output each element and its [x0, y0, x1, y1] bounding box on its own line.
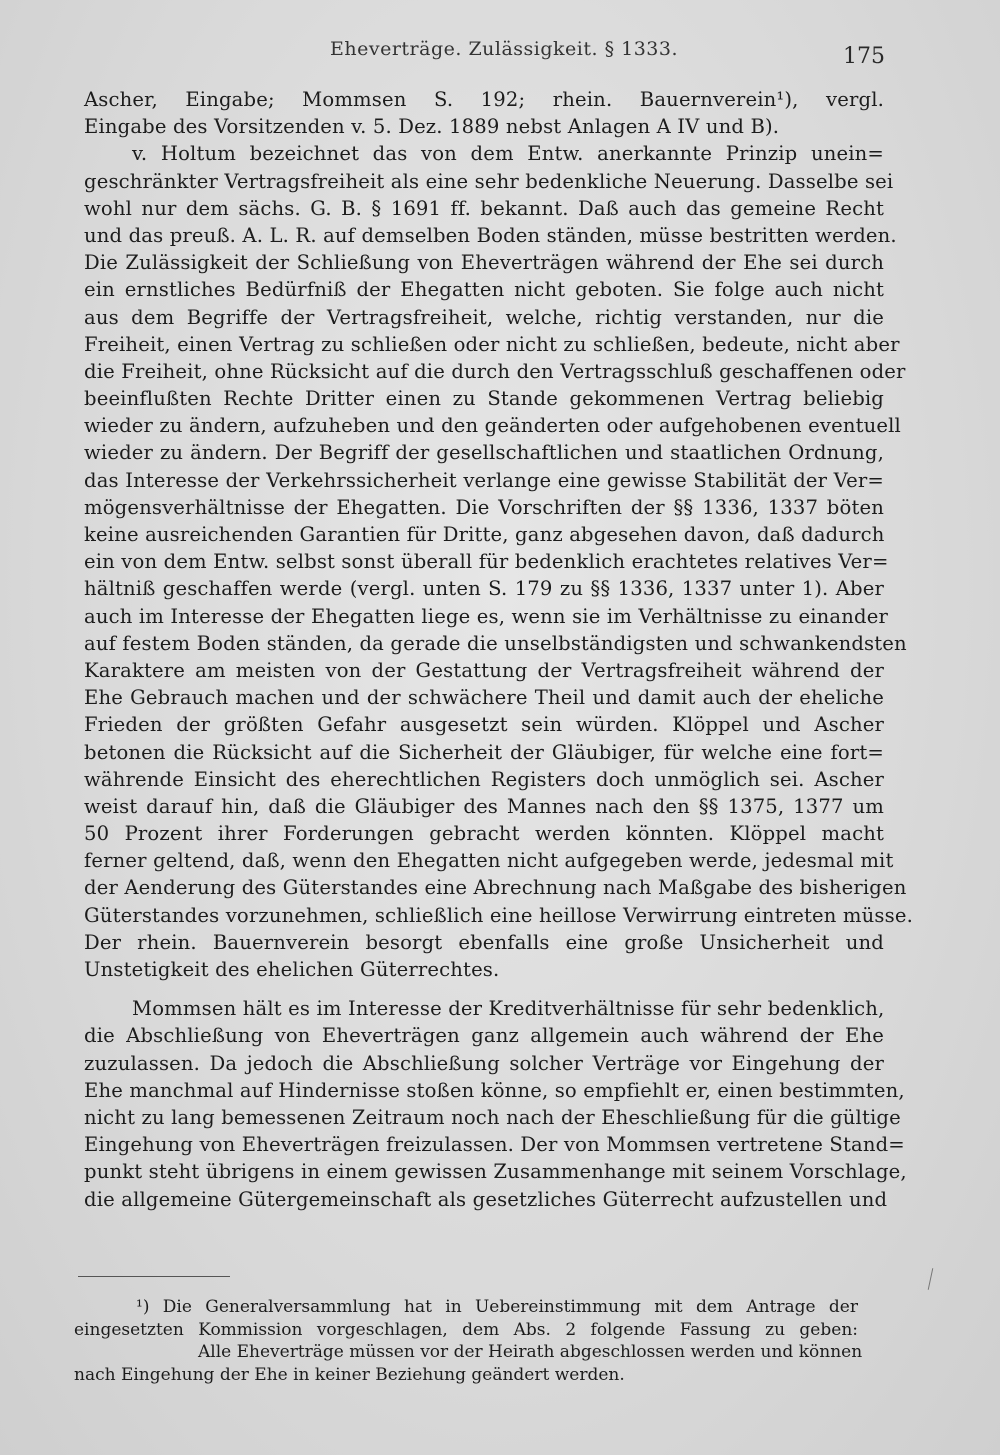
text-line: und das preuß. A. L. R. auf demselben Boden ständen, müsse bestritten werden.: [84, 223, 897, 247]
text-line: ein von dem Entw. selbst sonst überall für bedenklich erachtetes relatives Ver=: [84, 550, 889, 574]
text-line: der Aenderung des Güterstandes eine Abrechnung nach Maßgabe des bisherigen: [84, 876, 907, 900]
text-line: Der rhein. Bauernverein besorgt ebenfalls eine große Unsicherheit und: [84, 930, 884, 954]
text-line: Güterstandes vorzunehmen, schließlich eine heillose Verwirrung eintreten müsse.: [84, 903, 913, 927]
text-line: zuzulassen. Da jedoch die Abschließung solcher Verträge vor Eingehung der: [84, 1051, 884, 1075]
text-line: Freiheit, einen Vertrag zu schließen oder nicht zu schließen, bedeute, nicht aber: [84, 332, 900, 356]
text-line: hältniß geschaffen werde (vergl. unten S. 179 zu §§ 1336, 1337 unter 1). Aber: [84, 577, 884, 601]
text-line: die Freiheit, ohne Rücksicht auf die durch den Vertragsschluß geschaffenen oder: [84, 359, 906, 383]
text-line: Karaktere am meisten von der Gestattung der Vertragsfreiheit während der: [84, 658, 884, 682]
text-line: beeinflußten Rechte Dritter einen zu Stande gekommenen Vertrag beliebig: [84, 387, 884, 411]
text-line: v. Holtum bezeichnet das von dem Entw. anerkannte Prinzip unein=: [132, 142, 884, 166]
text-line: weist darauf hin, daß die Gläubiger des Mannes nach den §§ 1375, 1377 um: [84, 794, 884, 818]
margin-mark: [928, 1268, 934, 1290]
text-line: Ehe manchmal auf Hindernisse stoßen könne, so empfiehlt er, einen bestimmten,: [84, 1078, 905, 1102]
text-line: Ascher, Eingabe; Mommsen S. 192; rhein. Bauernverein¹), vergl.: [84, 88, 884, 111]
text-line: 50 Prozent ihrer Forderungen gebracht werden könnten. Klöppel macht: [84, 822, 884, 846]
text-line: Die Zulässigkeit der Schließung von Eheverträgen während der Ehe sei durch: [84, 251, 884, 275]
text-line: auf festem Boden ständen, da gerade die unselbständigsten und schwankendsten: [84, 631, 907, 655]
running-head: Eheverträge. Zulässigkeit. § 1333.: [330, 38, 679, 60]
footnotes: [74, 1296, 863, 1386]
text-line: wieder zu ändern, aufzuheben und den geänderten oder aufgehobenen eventuell: [84, 414, 901, 438]
text-line: nicht zu lang bemessenen Zeitraum noch nach der Eheschließung für die gültige: [84, 1105, 901, 1129]
text-line: währende Einsicht des eherechtlichen Registers doch unmöglich sei. Ascher: [84, 767, 884, 791]
text-line: Mommsen hält es im Interesse der Kreditverhältnisse für sehr bedenklich,: [132, 997, 885, 1021]
text-line: auch im Interesse der Ehegatten liege es, wenn sie im Verhältnisse zu einander: [84, 604, 888, 628]
text-line: Eingehung von Eheverträgen freizulassen. Der von Mommsen vertretene Stand=: [84, 1133, 905, 1157]
text-line: die allgemeine Gütergemeinschaft als gesetzliches Güterrecht aufzustellen und: [84, 1187, 888, 1211]
text-line: wieder zu ändern. Der Begriff der gesellschaftlichen und staatlichen Ordnung,: [84, 441, 884, 465]
footnote-quote-line: nach Eingehung der Ehe in keiner Beziehung geändert werden.: [74, 1364, 625, 1385]
main-text: [84, 86, 913, 1213]
text-line: betonen die Rücksicht auf die Sicherheit der Gläubiger, für welche eine fort=: [84, 740, 884, 764]
text-line: ferner geltend, daß, wenn den Ehegatten nicht aufgegeben werde, jedesmal mit: [84, 849, 894, 873]
text-line: aus dem Begriffe der Vertragsfreiheit, welche, richtig verstanden, nur die: [84, 305, 884, 329]
footnote-line: ¹) Die Generalversammlung hat in Uebereinstimmung mit dem Antrage der: [136, 1297, 858, 1317]
text-line: Unstetigkeit des ehelichen Güterrechtes.: [84, 958, 500, 981]
text-line: wohl nur dem sächs. G. B. § 1691 ff. bekannt. Daß auch das gemeine Recht: [84, 196, 884, 220]
footnote-divider: [78, 1276, 230, 1277]
text-line: Ehe Gebrauch machen und der schwächere Theil und damit auch der eheliche: [84, 686, 884, 710]
paragraph-gap: [84, 983, 884, 995]
page-number: 175: [843, 44, 885, 69]
footnote-line: eingesetzten Kommission vorgeschlagen, dem Abs. 2 folgende Fassung zu geben:: [74, 1319, 858, 1340]
text-line: Frieden der größten Gefahr ausgesetzt sein würden. Klöppel und Ascher: [84, 713, 884, 737]
text-line: das Interesse der Verkehrssicherheit verlange eine gewisse Stabilität der Ver=: [84, 468, 884, 492]
text-line: geschränkter Vertragsfreiheit als eine sehr bedenkliche Neuerung. Dasselbe sei: [84, 169, 894, 193]
text-line: keine ausreichenden Garantien für Dritte, ganz abgesehen davon, daß dadurch: [84, 523, 885, 546]
footnote-quote-line: Alle Eheverträge müssen vor der Heirath abgeschlossen werden und können: [198, 1342, 863, 1362]
text-line: ein ernstliches Bedürfniß der Ehegatten nicht geboten. Sie folge auch nicht: [84, 278, 884, 302]
text-line: punkt steht übrigens in einem gewissen Zusammenhange mit seinem Vorschlage,: [84, 1160, 907, 1184]
text-line: die Abschließung von Eheverträgen ganz allgemein auch während der Ehe: [84, 1024, 884, 1048]
text-line: Eingabe des Vorsitzenden v. 5. Dez. 1889 nebst Anlagen A IV und B).: [84, 115, 780, 139]
text-line: mögensverhältnisse der Ehegatten. Die Vorschriften der §§ 1336, 1337 böten: [84, 495, 884, 519]
